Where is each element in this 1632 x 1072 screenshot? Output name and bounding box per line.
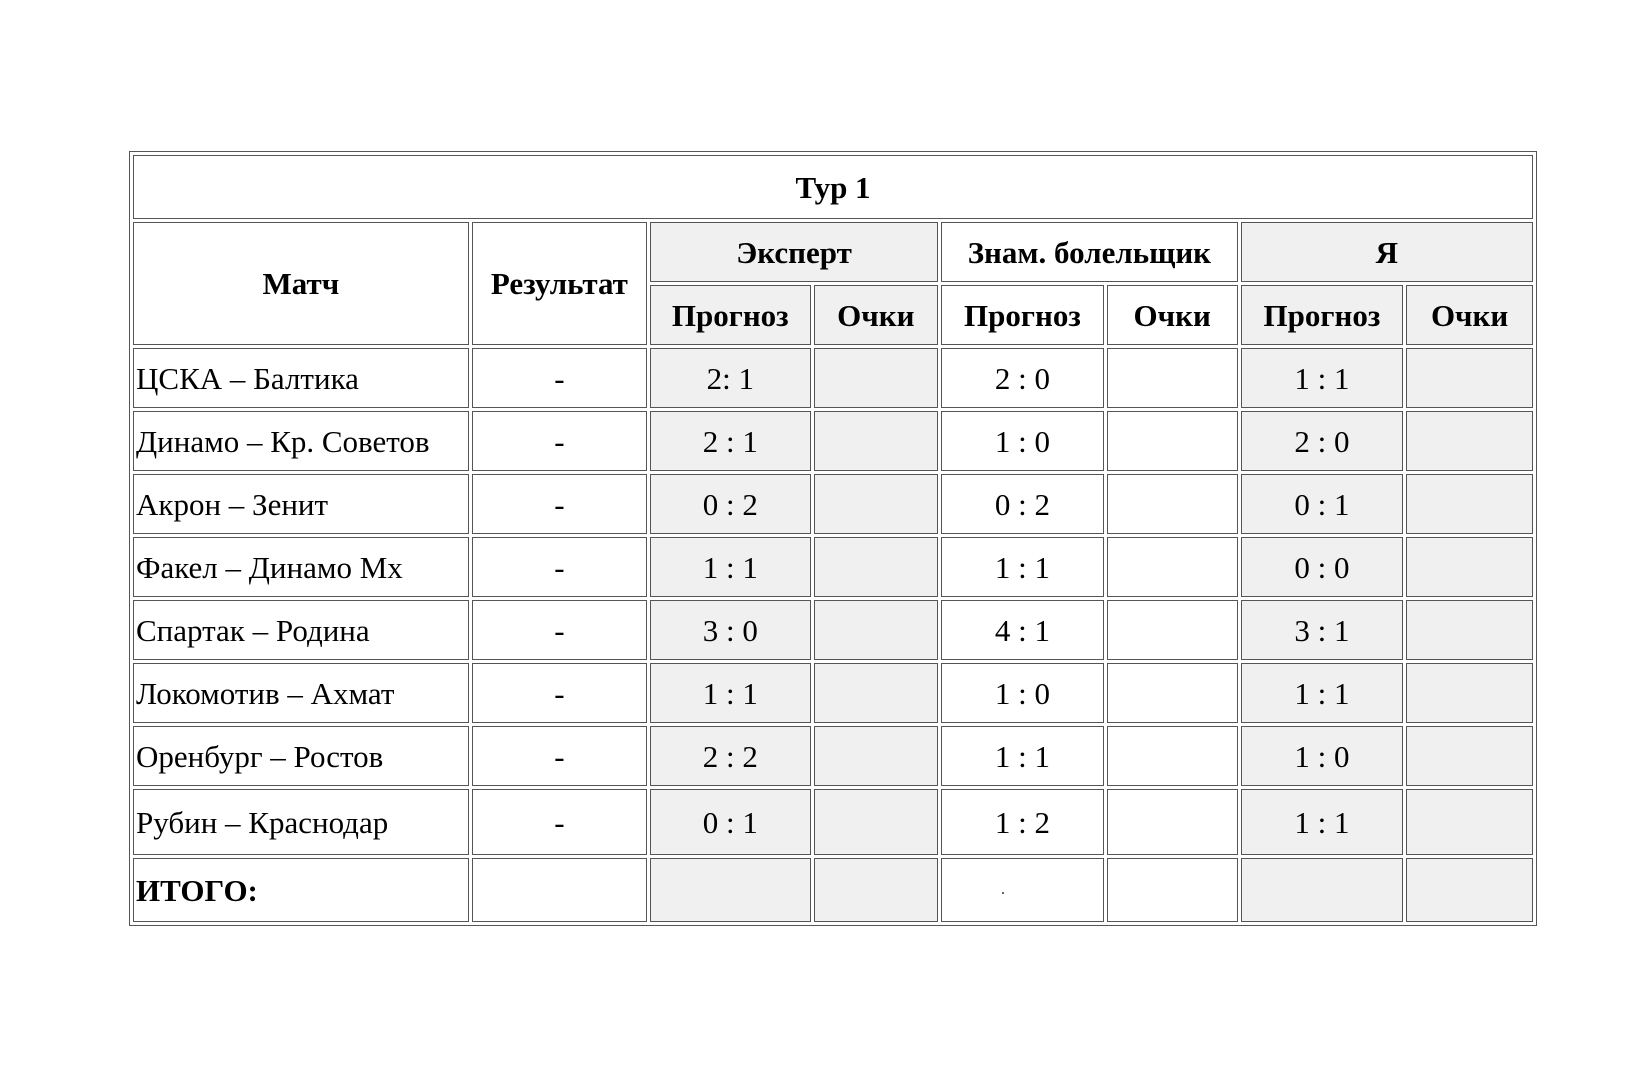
table-row <box>133 474 1533 534</box>
expert-forecast: 0 : 2 <box>650 474 810 534</box>
expert-points <box>814 789 939 855</box>
match-name: Динамо – Кр. Советов <box>133 411 469 471</box>
header-result: Результат <box>472 222 647 345</box>
expert-points <box>814 663 939 723</box>
fan-points <box>1107 474 1238 534</box>
me-points <box>1406 789 1533 855</box>
table-row <box>133 537 1533 597</box>
fan-forecast: 4 : 1 <box>941 600 1104 660</box>
header-group-fan: Знам. болельщик <box>941 222 1238 282</box>
me-forecast: 2 : 0 <box>1241 411 1404 471</box>
fan-points <box>1107 726 1238 786</box>
total-me-forecast <box>1241 858 1404 922</box>
me-points <box>1406 537 1533 597</box>
fan-forecast: 0 : 2 <box>941 474 1104 534</box>
expert-forecast: 1 : 1 <box>650 663 810 723</box>
expert-points <box>814 474 939 534</box>
total-expert-forecast <box>650 858 810 922</box>
fan-points <box>1107 789 1238 855</box>
fan-points <box>1107 537 1238 597</box>
me-forecast: 0 : 1 <box>1241 474 1404 534</box>
fan-forecast: 2 : 0 <box>941 348 1104 408</box>
me-points <box>1406 348 1533 408</box>
match-name: Факел – Динамо Мх <box>133 537 469 597</box>
expert-points <box>814 600 939 660</box>
me-points <box>1406 726 1533 786</box>
header-expert-forecast: Прогноз <box>650 285 810 345</box>
header-fan-forecast: Прогноз <box>941 285 1104 345</box>
header-fan-points: Очки <box>1107 285 1238 345</box>
stray-dot <box>1002 892 1004 894</box>
me-forecast: 1 : 1 <box>1241 789 1404 855</box>
expert-forecast: 3 : 0 <box>650 600 810 660</box>
table-row <box>133 600 1533 660</box>
match-result: - <box>472 663 647 723</box>
match-name: Локомотив – Ахмат <box>133 663 469 723</box>
total-me-points <box>1406 858 1533 922</box>
fan-points <box>1107 600 1238 660</box>
table-row <box>133 789 1533 855</box>
fan-forecast: 1 : 0 <box>941 411 1104 471</box>
expert-points <box>814 411 939 471</box>
match-name: Акрон – Зенит <box>133 474 469 534</box>
expert-points <box>814 348 939 408</box>
expert-forecast: 2 : 2 <box>650 726 810 786</box>
expert-forecast: 2: 1 <box>650 348 810 408</box>
match-name: Оренбург – Ростов <box>133 726 469 786</box>
me-forecast: 3 : 1 <box>1241 600 1404 660</box>
total-expert-points <box>814 858 939 922</box>
expert-points <box>814 726 939 786</box>
fan-forecast: 1 : 1 <box>941 537 1104 597</box>
expert-forecast: 1 : 1 <box>650 537 810 597</box>
fan-points <box>1107 663 1238 723</box>
match-name: ЦСКА – Балтика <box>133 348 469 408</box>
expert-forecast: 2 : 1 <box>650 411 810 471</box>
fan-forecast: 1 : 2 <box>941 789 1104 855</box>
total-row <box>133 858 1533 922</box>
expert-points <box>814 537 939 597</box>
total-fan-points <box>1107 858 1238 922</box>
me-forecast: 0 : 0 <box>1241 537 1404 597</box>
match-result: - <box>472 411 647 471</box>
fan-points <box>1107 411 1238 471</box>
table-title: Тур 1 <box>133 155 1533 219</box>
match-result: - <box>472 726 647 786</box>
expert-forecast: 0 : 1 <box>650 789 810 855</box>
table-row <box>133 663 1533 723</box>
me-points <box>1406 411 1533 471</box>
table-row <box>133 411 1533 471</box>
me-points <box>1406 474 1533 534</box>
forecast-table <box>129 151 1537 926</box>
me-forecast: 1 : 1 <box>1241 663 1404 723</box>
table-row <box>133 726 1533 786</box>
match-name: Спартак – Родина <box>133 600 469 660</box>
header-me-points: Очки <box>1406 285 1533 345</box>
fan-forecast: 1 : 1 <box>941 726 1104 786</box>
table-row <box>133 348 1533 408</box>
header-group-me: Я <box>1241 222 1533 282</box>
match-result: - <box>472 348 647 408</box>
me-points <box>1406 663 1533 723</box>
header-group-expert: Эксперт <box>650 222 938 282</box>
fan-points <box>1107 348 1238 408</box>
header-match: Матч <box>133 222 469 345</box>
total-fan-forecast <box>941 858 1104 922</box>
total-result <box>472 858 647 922</box>
total-label: ИТОГО: <box>133 858 469 922</box>
me-points <box>1406 600 1533 660</box>
match-result: - <box>472 537 647 597</box>
match-result: - <box>472 474 647 534</box>
header-expert-points: Очки <box>814 285 939 345</box>
match-result: - <box>472 600 647 660</box>
me-forecast: 1 : 1 <box>1241 348 1404 408</box>
header-me-forecast: Прогноз <box>1241 285 1404 345</box>
fan-forecast: 1 : 0 <box>941 663 1104 723</box>
me-forecast: 1 : 0 <box>1241 726 1404 786</box>
match-name: Рубин – Краснодар <box>133 789 469 855</box>
match-result: - <box>472 789 647 855</box>
